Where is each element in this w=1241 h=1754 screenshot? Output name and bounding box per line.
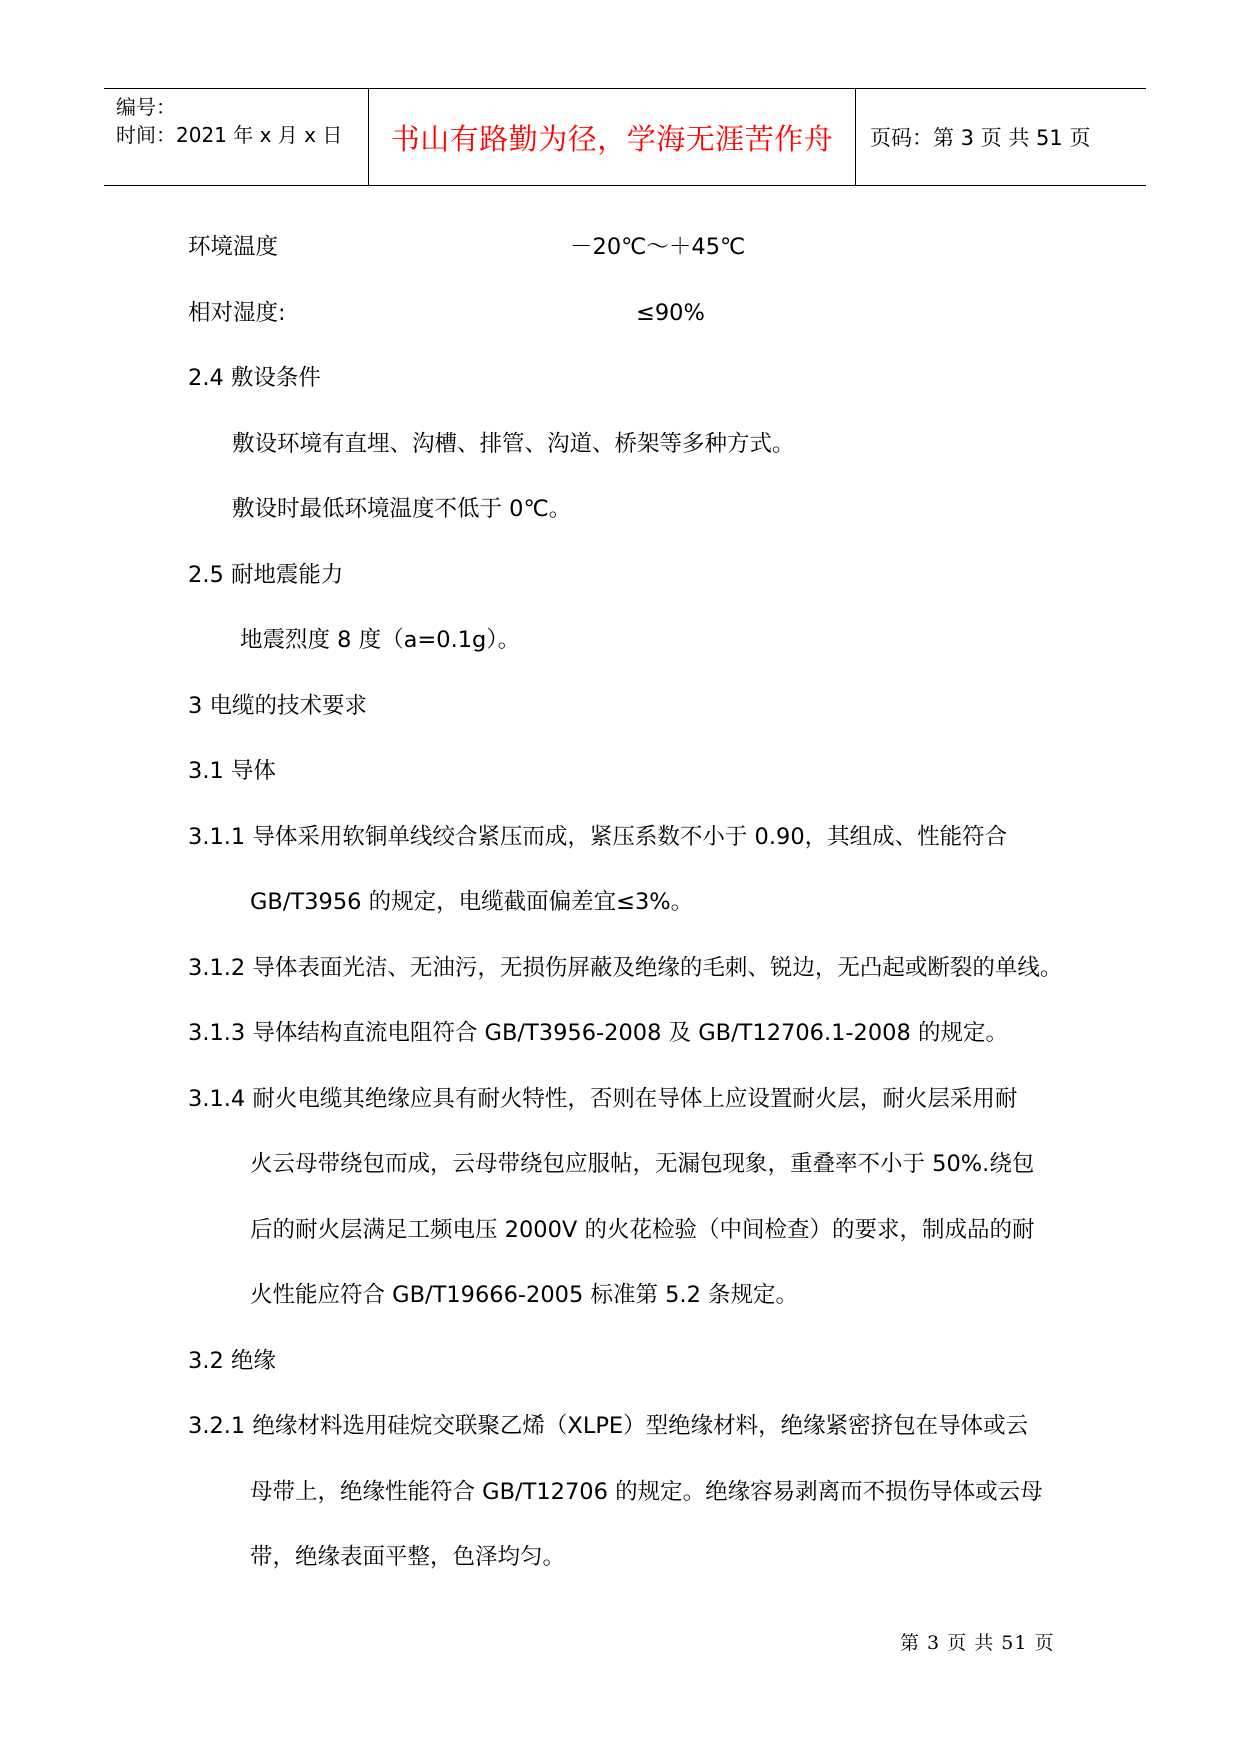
document-date-label: 时间：2021 年 x 月 x 日 bbox=[116, 123, 343, 147]
paragraph-line: 后的耐火层满足工频电压 2000V 的火花检验（中间检查）的要求，制成品的耐 bbox=[250, 1217, 1035, 1243]
humidity-label: 相对湿度: bbox=[188, 300, 286, 326]
paragraph-line: 带，绝缘表面平整，色泽均匀。 bbox=[250, 1544, 566, 1570]
section-heading: 3.2 绝缘 bbox=[188, 1348, 276, 1374]
header-page-cell bbox=[856, 89, 1146, 185]
section-heading: 2.5 耐地震能力 bbox=[188, 562, 344, 588]
paragraph-line: 母带上，绝缘性能符合 GB/T12706 的规定。绝缘容易剥离而不损伤导体或云母 bbox=[250, 1479, 1043, 1505]
paragraph-line: 3.2.1 绝缘材料选用硅烷交联聚乙烯（XLPE）型绝缘材料，绝缘紧密挤包在导体或云 bbox=[188, 1413, 1029, 1439]
paragraph-line: 3.1.3 导体结构直流电阻符合 GB/T3956-2008 及 GB/T12706.1-2008 的规定。 bbox=[188, 1020, 1008, 1046]
paragraph-line: 火云母带绕包而成，云母带绕包应服帖，无漏包现象，重叠率不小于 50%.绕包 bbox=[250, 1151, 1035, 1177]
header-motto-cell bbox=[368, 89, 856, 185]
document-number-label: 编号： bbox=[116, 95, 176, 119]
section-heading: 3 电缆的技术要求 bbox=[188, 693, 367, 719]
paragraph-line: 敷设时最低环境温度不低于 0℃。 bbox=[232, 496, 572, 522]
paragraph-line: GB/T3956 的规定，电缆截面偏差宜≤3%。 bbox=[250, 889, 694, 915]
paragraph-line: 火性能应符合 GB/T19666-2005 标准第 5.2 条规定。 bbox=[250, 1282, 799, 1308]
header-info-cell bbox=[104, 89, 368, 185]
env-temp-value: －20℃～＋45℃ bbox=[570, 234, 746, 260]
page-footer-number: 第 3 页 共 51 页 bbox=[900, 1632, 1055, 1654]
paragraph-line: 敷设环境有直埋、沟槽、排管、沟道、桥架等多种方式。 bbox=[232, 431, 795, 457]
header-motto: 书山有路勤为径，学海无涯苦作舟 bbox=[390, 121, 834, 156]
paragraph-line: 3.1.1 导体采用软铜单线绞合紧压而成，紧压系数不小于 0.90，其组成、性能符合 bbox=[188, 824, 1008, 850]
section-heading: 3.1 导体 bbox=[188, 758, 276, 784]
paragraph-line: 3.1.2 导体表面光洁、无油污，无损伤屏蔽及绝缘的毛刺、锐边，无凸起或断裂的单线。 bbox=[188, 955, 1063, 981]
humidity-value: ≤90% bbox=[636, 300, 705, 326]
paragraph-line: 地震烈度 8 度（a=0.1g）。 bbox=[240, 627, 521, 653]
section-heading: 2.4 敷设条件 bbox=[188, 365, 321, 391]
page-header bbox=[104, 88, 1146, 186]
paragraph-line: 3.1.4 耐火电缆其绝缘应具有耐火特性，否则在导体上应设置耐火层，耐火层采用耐 bbox=[188, 1086, 1018, 1112]
env-temp-label: 环境温度 bbox=[188, 234, 279, 260]
header-page-number: 页码：第 3 页 共 51 页 bbox=[870, 126, 1091, 150]
